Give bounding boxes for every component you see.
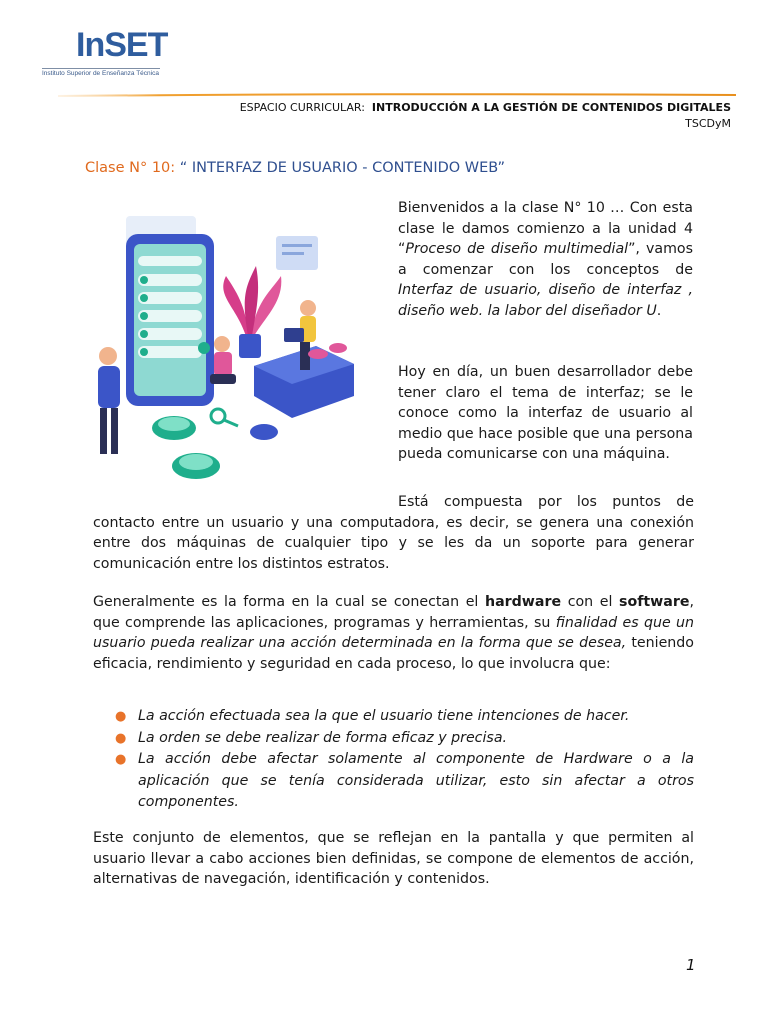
intro-text-1: Bienvenidos a la clase N° 10 … Con esta clase le damos comienzo a la unidad 4 “ <box>398 200 693 257</box>
user-interface-illustration <box>86 196 378 494</box>
institution-logo <box>40 26 168 82</box>
p4-text-4: teniendo eficacia, rendimiento y seguridad en cada proceso, lo que involucra que: <box>93 635 694 672</box>
list-item <box>93 706 694 728</box>
logo-divider <box>42 68 160 69</box>
list-item <box>93 728 694 750</box>
p4-text-3: , que comprende las aplicaciones, programas y herramientas, su <box>93 594 694 631</box>
composition-paragraph: Está compuesta por los puntos de contacto entre un usuario y una computadora, es decir, se genera una conexión entre dos máquinas de cualquier tipo y se les da un soporte para generar comunicación entre los distintos estratos. <box>93 494 694 572</box>
p4-emphasis: finalidad es que un usuario pueda realizar una acción determinada en la forma que se desea, <box>93 614 694 651</box>
class-topic: “ INTERFAZ DE USUARIO - CONTENIDO WEB” <box>179 160 505 176</box>
bullet-icon: ● <box>115 730 127 746</box>
intro-paragraph <box>398 198 693 321</box>
header-rule <box>58 92 736 97</box>
bullet-icon: ● <box>115 709 127 724</box>
logo-subtitle: Instituto Superior de Enseñanza Técnica <box>42 70 159 77</box>
curricular-header <box>240 101 731 114</box>
curricular-subject: INTRODUCCIÓN A LA GESTIÓN DE CONTENIDOS DIGITALES <box>371 101 731 114</box>
intro-emphasis-unit: Proceso de diseño multimedial <box>405 241 629 257</box>
interface-definition-paragraph: Hoy en día, un buen desarrollador debe tener claro el tema de interfaz; se le conoce como la interfaz de usuario al medio que hace posible que una persona pueda comunicarse con una máquina. <box>398 364 693 462</box>
page-number: 1 <box>686 956 696 974</box>
list-item-text: La acción efectuada sea la que el usuario tiene intenciones de hacer. <box>138 708 630 724</box>
list-item-text: La orden se debe realizar de forma eficaz y precisa. <box>138 729 508 746</box>
p4-text-2: con el <box>561 594 620 610</box>
elements-paragraph: Este conjunto de elementos, que se reflejan en la pantalla y que permiten al usuario llevar a cabo acciones bien definidas, se compone de elementos de acción, alternativas de navegación, identificación y contenidos. <box>93 830 694 887</box>
hardware-software-paragraph <box>93 592 694 674</box>
curricular-label: ESPACIO CURRICULAR: <box>239 101 365 114</box>
logo-wordmark: InSET <box>76 26 168 64</box>
intro-text-2: ”, vamos a comenzar con los conceptos de <box>398 241 693 278</box>
bullet-icon: ● <box>115 752 127 767</box>
requirements-list <box>93 706 694 814</box>
page-title <box>85 160 505 176</box>
p4-text-1: Generalmente es la forma en la cual se conectan el <box>93 594 485 610</box>
career-code: TSCDyM <box>685 117 731 130</box>
intro-text-3: . <box>656 302 662 319</box>
intro-emphasis-concepts: Interfaz de usuario, diseño de interfaz , diseño web. la labor del diseñador U <box>398 282 693 319</box>
software-term: software <box>619 594 690 610</box>
list-item-text: La acción debe afectar solamente al componente de Hardware o a la aplicación que se tenía considerada utilizar, esto sin afectar a otros componentes. <box>138 751 694 810</box>
hardware-term: hardware <box>484 594 562 610</box>
class-number: Clase N° 10: <box>85 160 176 176</box>
list-item <box>93 749 694 814</box>
